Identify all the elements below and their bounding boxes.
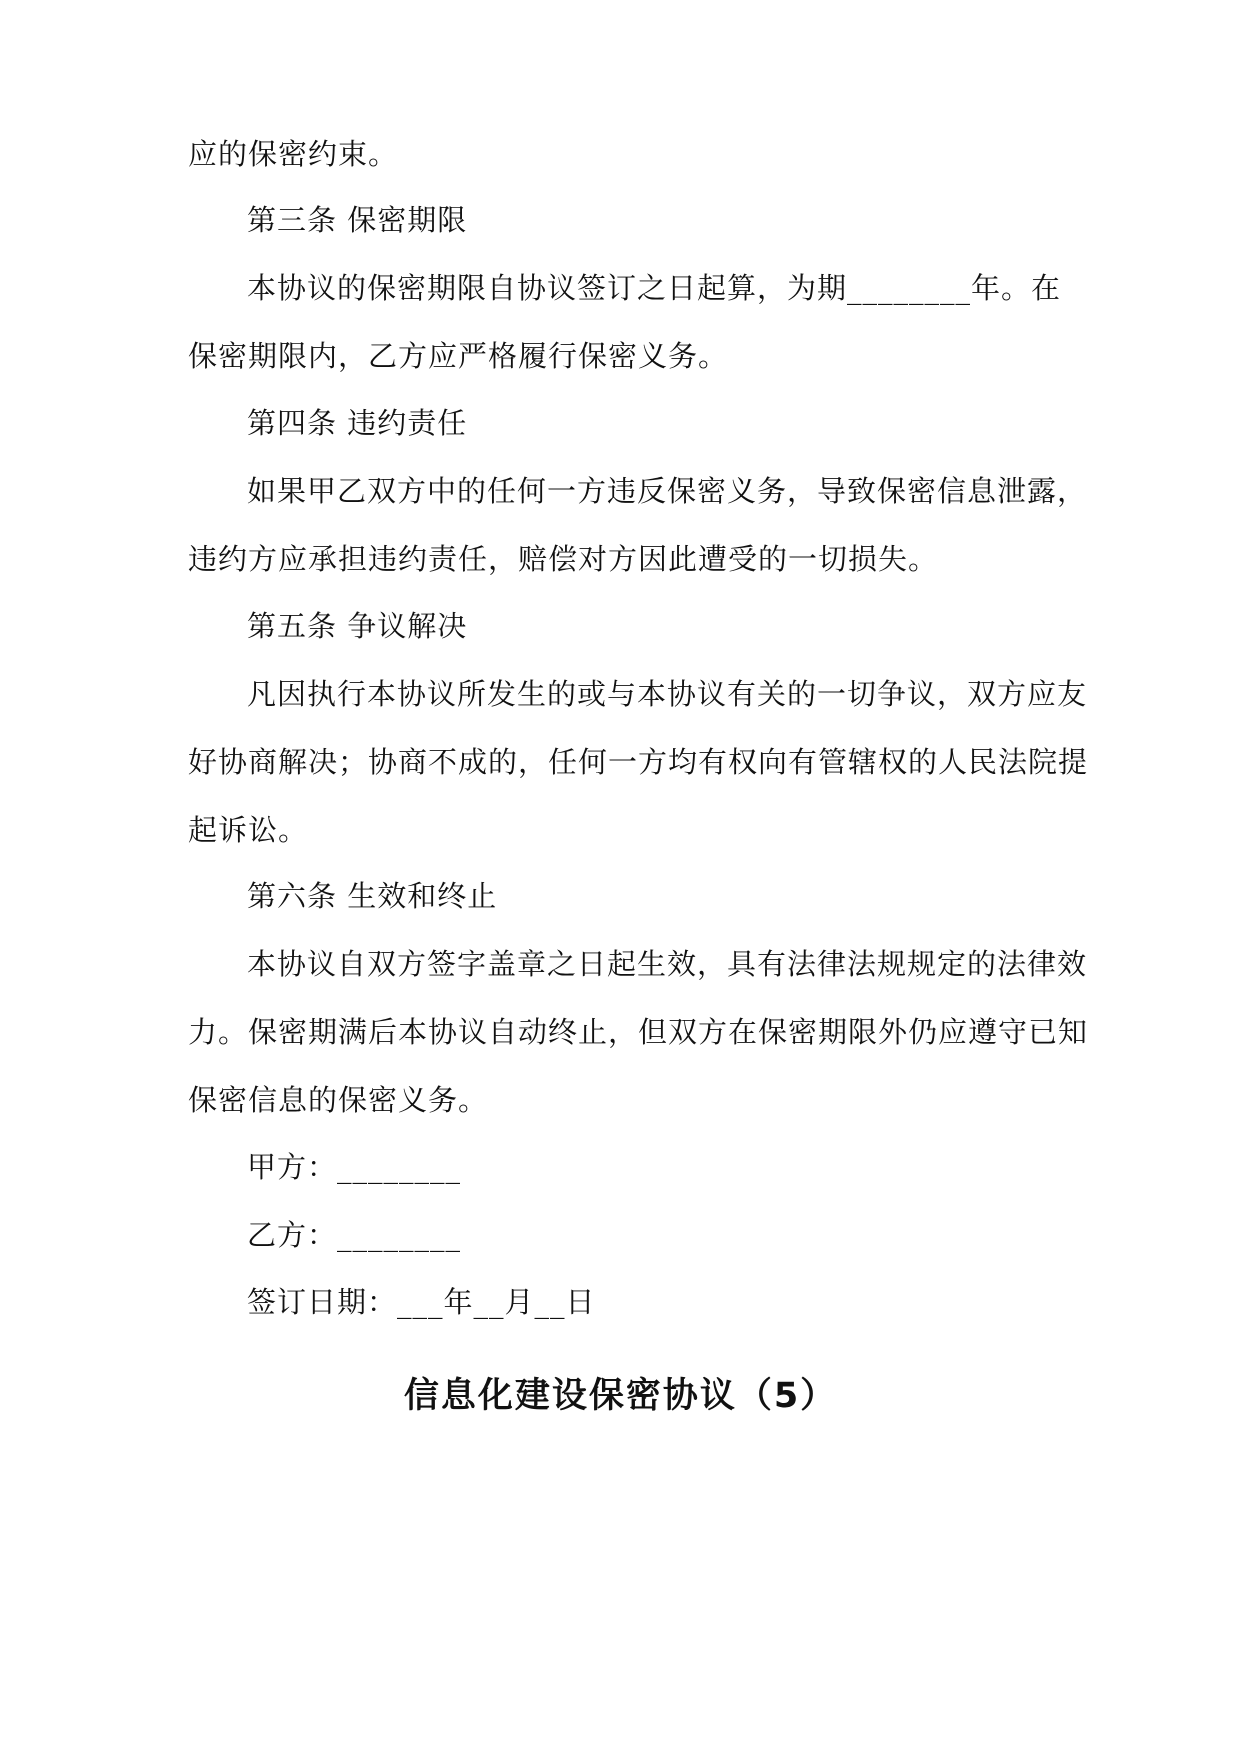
party-a-signature-line: 甲方：________ <box>247 1150 462 1184</box>
article-heading: 第五条 争议解决 <box>247 609 468 643</box>
paragraph-line: 力。保密期满后本协议自动终止，但双方在保密期限外仍应遵守已知 <box>188 1015 1089 1049</box>
paragraph-line: 本协议自双方签字盖章之日起生效，具有法律法规规定的法律效 <box>247 947 1088 981</box>
paragraph-line: 保密信息的保密义务。 <box>188 1083 489 1117</box>
paragraph-line: 好协商解决；协商不成的，任何一方均有权向有管辖权的人民法院提 <box>188 745 1089 779</box>
paragraph-line: 如果甲乙双方中的任何一方违反保密义务，导致保密信息泄露， <box>247 474 1088 508</box>
article-heading: 第三条 保密期限 <box>247 203 468 237</box>
signing-date-line: 签订日期：___年__月__日 <box>247 1285 596 1319</box>
paragraph-line: 违约方应承担违约责任，赔偿对方因此遭受的一切损失。 <box>188 542 939 576</box>
article-heading: 第六条 生效和终止 <box>247 879 498 913</box>
paragraph-line: 本协议的保密期限自协议签订之日起算，为期________年。在 <box>247 271 1062 305</box>
paragraph-line: 起诉讼。 <box>188 813 309 847</box>
paragraph-line: 应的保密约束。 <box>188 137 399 171</box>
party-b-signature-line: 乙方：________ <box>247 1218 462 1252</box>
document-title: 信息化建设保密协议（5） <box>403 1376 838 1416</box>
paragraph-line: 保密期限内，乙方应严格履行保密义务。 <box>188 339 729 373</box>
paragraph-line: 凡因执行本协议所发生的或与本协议有关的一切争议，双方应友 <box>247 677 1088 711</box>
article-heading: 第四条 违约责任 <box>247 406 468 440</box>
